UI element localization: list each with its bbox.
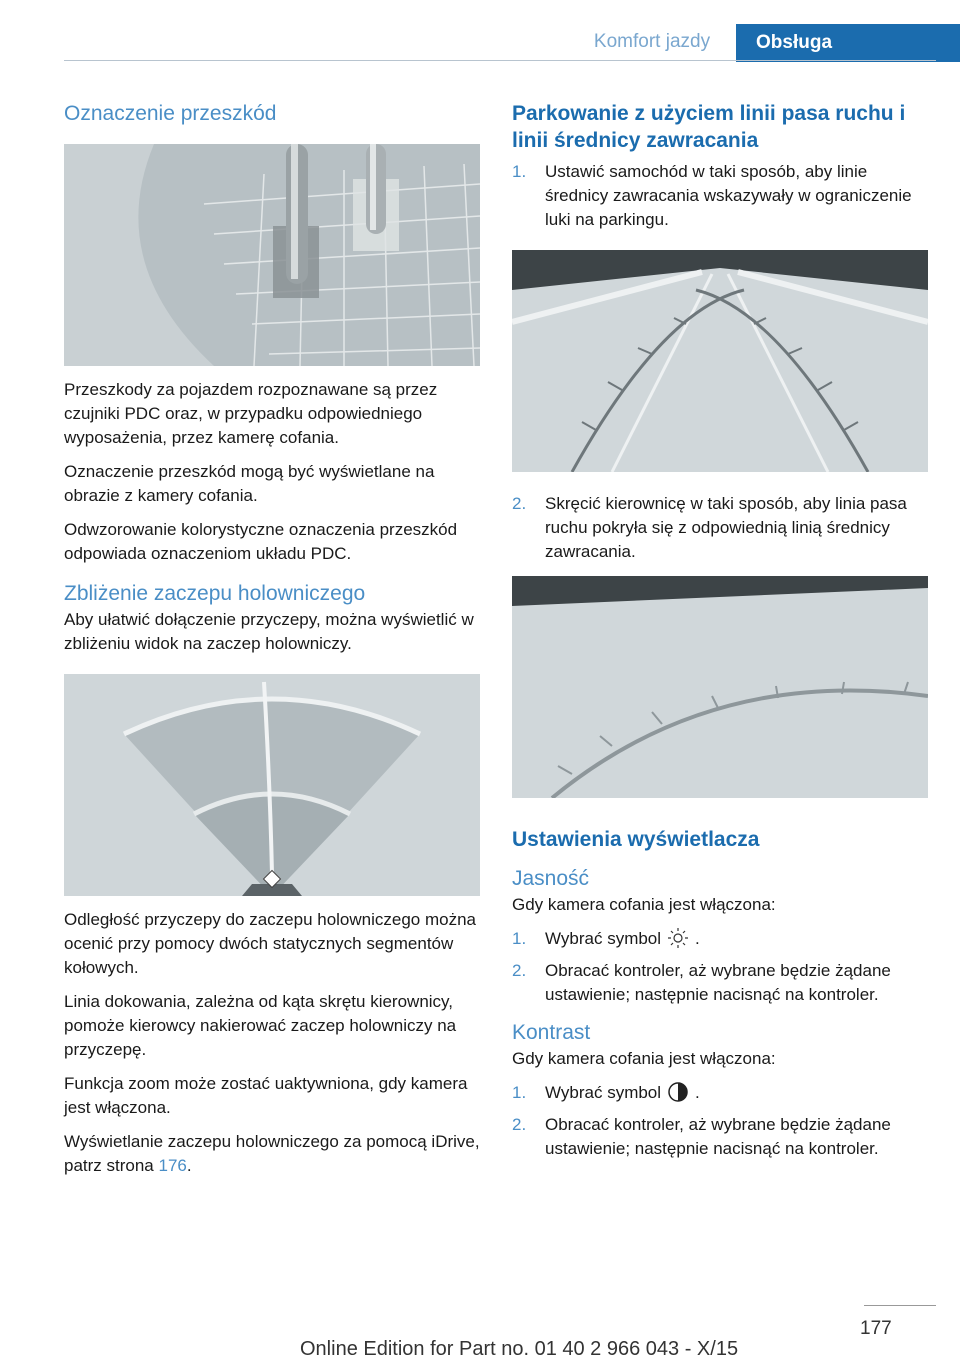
step-number: 1. <box>512 929 527 948</box>
paragraph-idrive-reference <box>64 1130 480 1178</box>
list-item <box>512 959 928 1007</box>
right-column <box>512 100 928 1169</box>
step-text: Obracać kontroler, aż wybrane będzie żądane ustawienie; następnie nacisnąć na kontroler. <box>545 961 891 1004</box>
header-section-tab: Komfort jazdy <box>593 31 711 52</box>
step-number: 2. <box>512 961 527 980</box>
page-number: 177 <box>860 1318 892 1339</box>
idrive-reference-end: . <box>186 1156 192 1175</box>
list-item <box>512 160 928 232</box>
paragraph-color-mapping: Odwzorowanie kolorystyczne oznaczenia przeszkód odpowiada oznaczeniom układu PDC. <box>64 520 458 563</box>
obstacle-marking-figure <box>64 144 480 366</box>
brightness-steps <box>512 927 928 1007</box>
contrast-steps <box>512 1081 928 1161</box>
step-number: 1. <box>512 1083 527 1102</box>
step-number: 2. <box>512 1115 527 1134</box>
list-item <box>512 1113 928 1161</box>
list-item <box>512 927 928 951</box>
paragraph-trailer-distance: Odległość przyczepy do zaczepu holowniczego można ocenić przy pomocy dwóch statycznych segmentów kołowych. <box>64 910 477 977</box>
heading-display-settings: Ustawienia wyświetlacza <box>512 828 760 851</box>
edition-note: Online Edition for Part no. 01 40 2 966 043 - X/15 <box>300 1338 739 1360</box>
header-divider <box>64 60 936 61</box>
step-text: Skręcić kierownicę w taki sposób, aby linia pasa ruchu pokryła się z odpowiednią linią średnicy zawracania. <box>545 494 907 561</box>
sun-icon <box>667 927 689 949</box>
contrast-icon <box>667 1081 689 1103</box>
paragraph-obstacles-detected: Przeszkody za pojazdem rozpoznawane są przez czujniki PDC oraz, w przypadku odpowiedniego wyposażenia, przez kamerę cofania. <box>64 380 438 447</box>
page-link-176[interactable]: 176 <box>158 1156 187 1175</box>
step-text: Wybrać symbol <box>545 929 662 948</box>
step-text: Ustawić samochód w taki sposób, aby linie średnicy zawracania wskazywały w ograniczenie luki na parkingu. <box>545 162 912 229</box>
tow-hitch-figure <box>64 674 480 896</box>
list-item <box>512 1081 928 1105</box>
step-text: Wybrać symbol <box>545 1083 662 1102</box>
paragraph-docking-line: Linia dokowania, zależna od kąta skrętu kierownicy, pomoże kierowcy nakierować zaczep holowniczy na przyczepę. <box>64 992 457 1059</box>
left-column <box>64 100 480 1188</box>
step-text: Obracać kontroler, aż wybrane będzie żądane ustawienie; następnie nacisnąć na kontroler. <box>545 1115 891 1158</box>
heading-tow-hitch-zoom: Zbliżenie zaczepu holowniczego <box>64 582 366 605</box>
turning-radius-lines-figure <box>512 250 928 472</box>
heading-brightness: Jasność <box>512 867 590 890</box>
step-text-end: . <box>695 1083 700 1102</box>
paragraph-obstacle-display: Oznaczenie przeszkód mogą być wyświetlane na obrazie z kamery cofania. <box>64 462 435 505</box>
parking-steps-list-1 <box>512 160 928 232</box>
step-text-end: . <box>695 929 700 948</box>
paragraph-brightness-intro: Gdy kamera cofania jest włączona: <box>512 895 776 914</box>
lane-line-figure <box>512 576 928 798</box>
heading-parking-lines: Parkowanie z użyciem linii pasa ruchu i linii średnicy zawracania <box>512 102 906 152</box>
header-chapter-tab: Obsługa <box>736 24 960 62</box>
idrive-reference-text: Wyświetlanie zaczepu holowniczego za pomocą iDrive, patrz strona <box>64 1132 480 1175</box>
paragraph-zoom-function: Funkcja zoom może zostać uaktywniona, gdy kamera jest włączona. <box>64 1074 468 1117</box>
step-number: 1. <box>512 162 527 181</box>
heading-obstacle-marking: Oznaczenie przeszkód <box>64 102 277 125</box>
step-number: 2. <box>512 494 527 513</box>
parking-steps-list-2 <box>512 492 928 564</box>
paragraph-hitch-zoom-intro: Aby ułatwić dołączenie przyczepy, można wyświetlić w zbliżeniu widok na zaczep holowniczy. <box>64 610 474 653</box>
footer-divider <box>864 1305 936 1306</box>
heading-contrast: Kontrast <box>512 1021 591 1044</box>
list-item <box>512 492 928 564</box>
paragraph-contrast-intro: Gdy kamera cofania jest włączona: <box>512 1049 776 1068</box>
